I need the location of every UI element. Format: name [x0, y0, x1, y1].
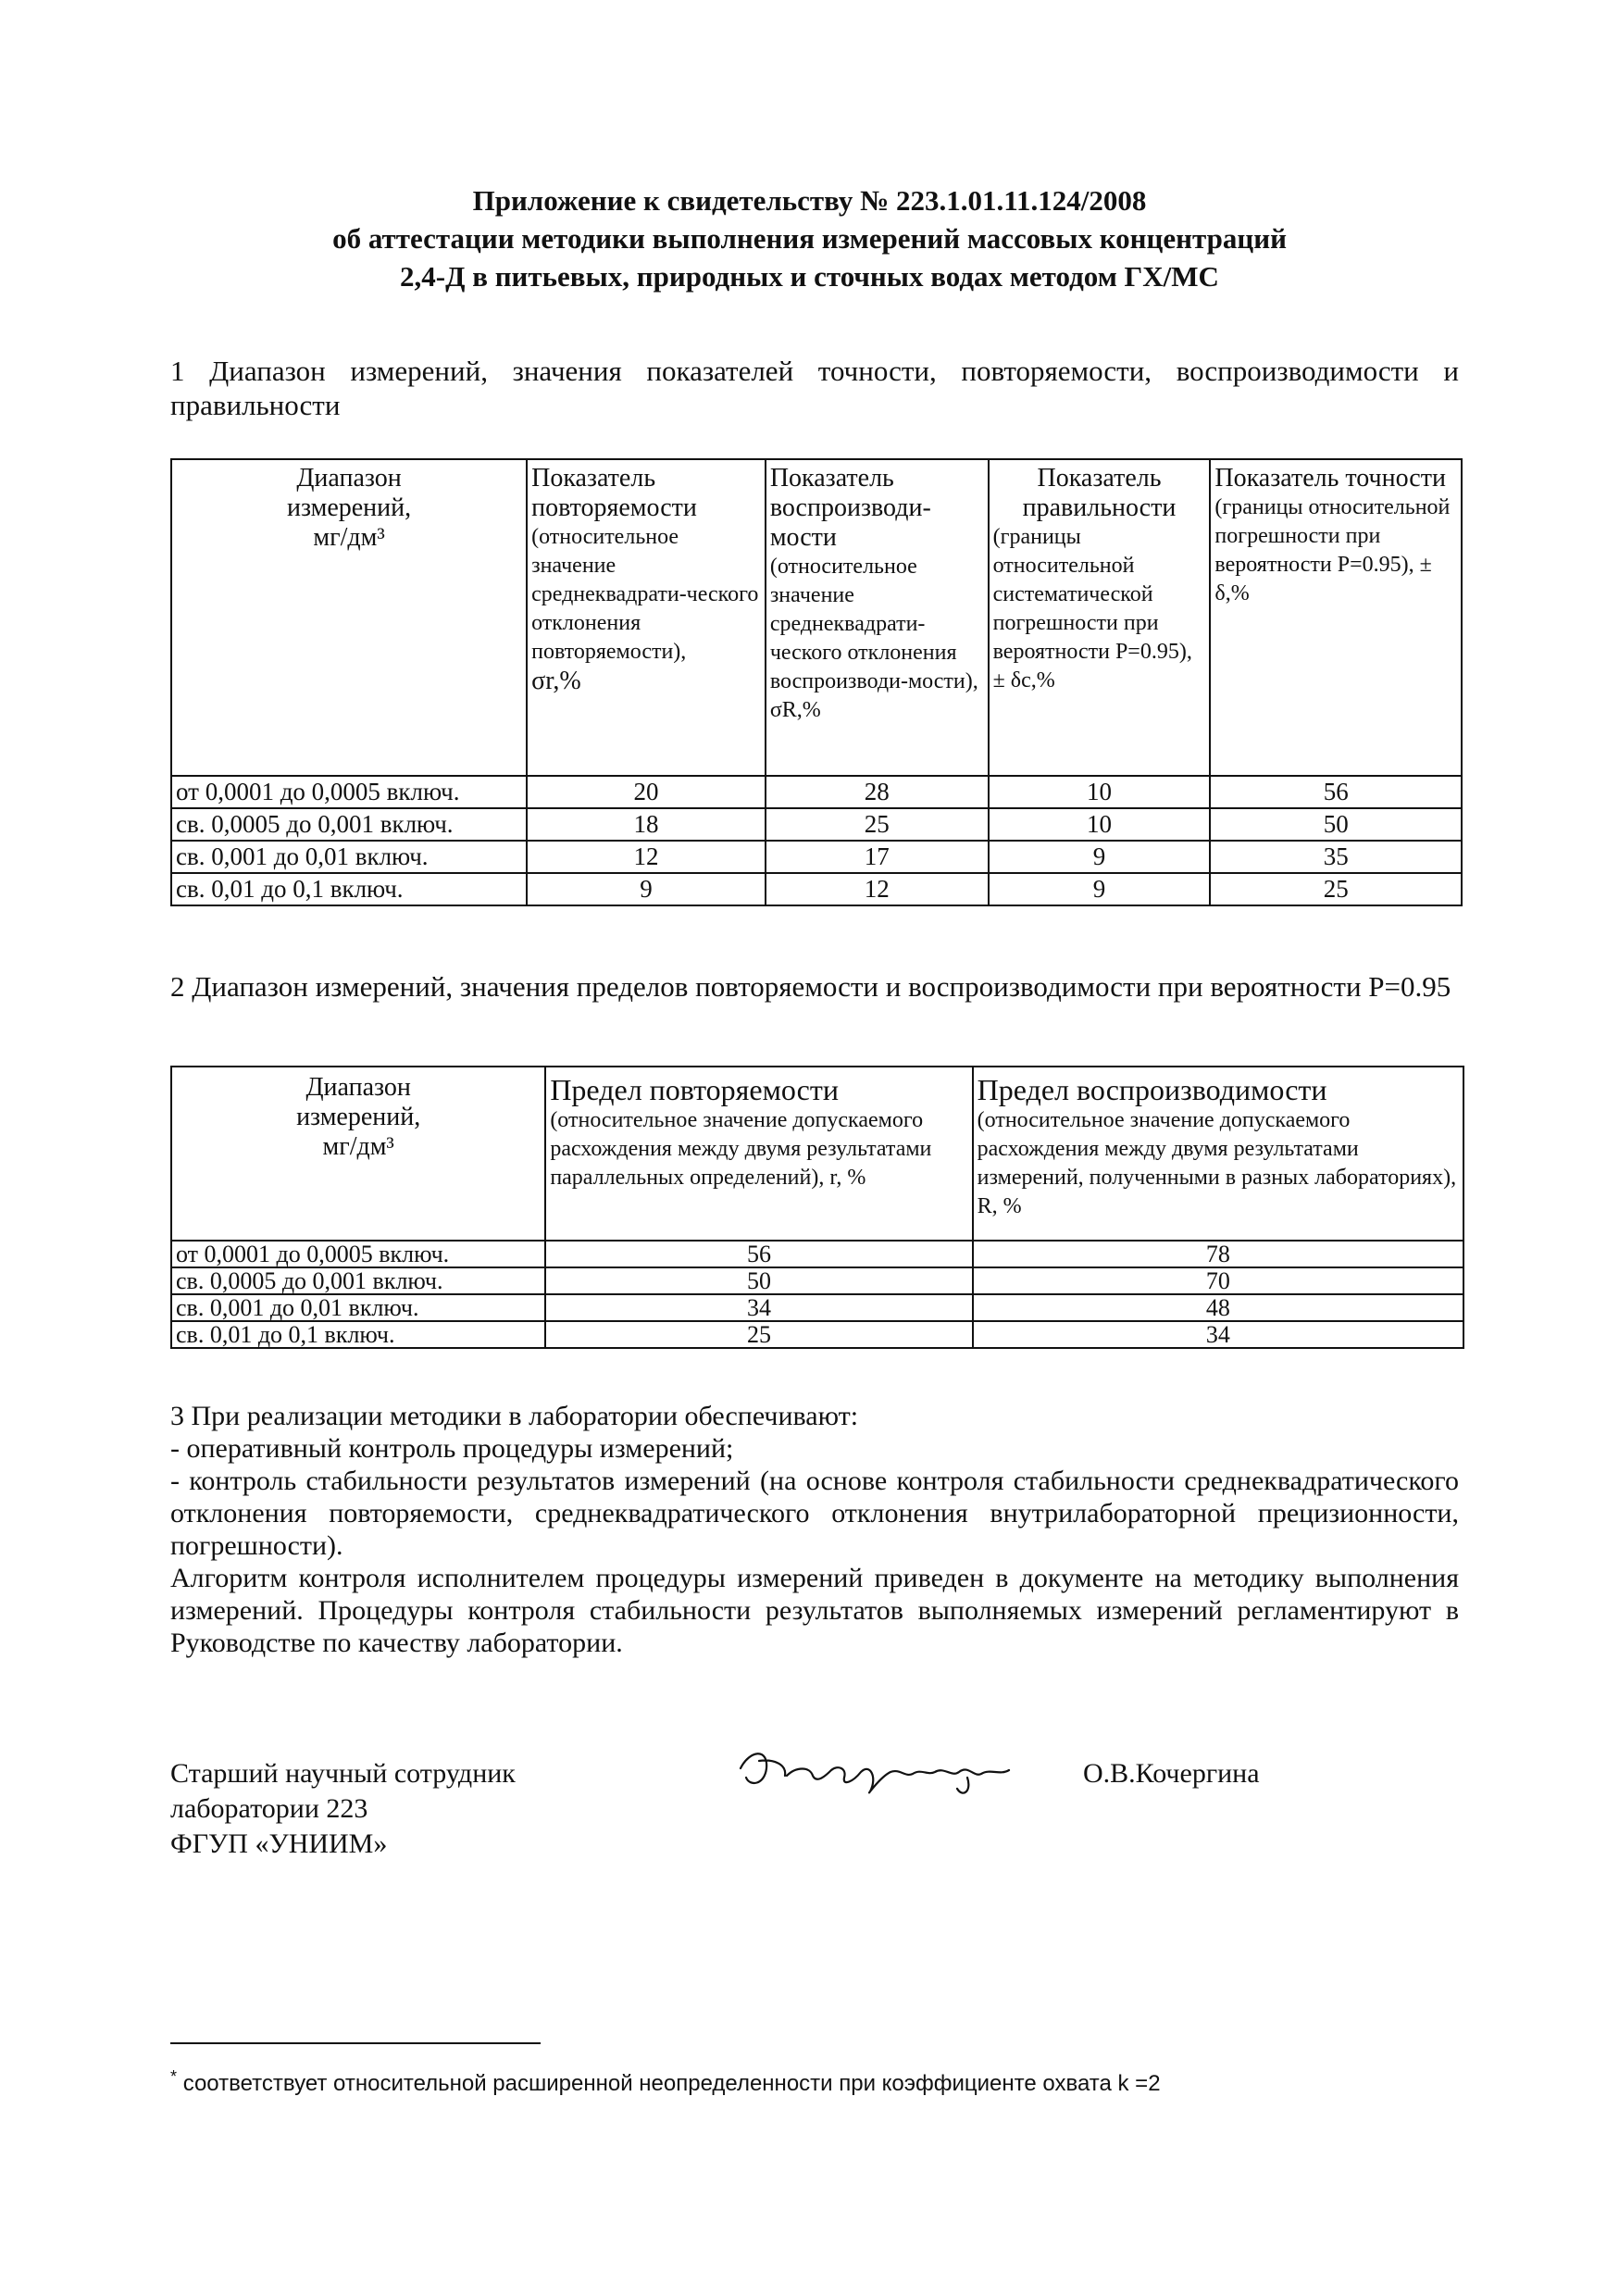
- footnote: [170, 2063, 1161, 2098]
- header-reproducibility-limit: Предел воспроизводимости (относительное значение допускаемого расхождения между двумя результатами измерений, полученными в разных лабораториях), R, %: [973, 1067, 1463, 1241]
- header-repeatability-limit: Предел повторяемости (относительное значение допускаемого расхождения между двумя результатами параллельных определений), r, %: [545, 1067, 972, 1241]
- header-range: Диапазон измерений, мг/дм³: [171, 1067, 545, 1241]
- limits-table: [170, 1066, 1464, 1349]
- table-row: св. 0,0005 до 0,001 включ. 18 25 10 50: [171, 808, 1462, 841]
- table-row: св. 0,001 до 0,01 включ. 34 48: [171, 1294, 1463, 1321]
- signer-position: Старший научный сотрудник лаборатории 223 ФГУП «УНИИМ»: [170, 1758, 516, 1859]
- header-reproducibility: Показатель воспроизводи-мости (относительное значение среднеквадрати-ческого отклонения воспроизводи-мости), σR,%: [766, 459, 989, 776]
- title-line-1: Приложение к свидетельству № 223.1.01.11.124/2008: [472, 184, 1147, 217]
- section-3-line: Алгоритм контроля исполнителем процедуры измерений приведен в документе на методику выполнения измерений. Процедуры контроля стабильности результатов выполняемых измерений регламентируют в Руководстве по качеству лаборатории.: [170, 1563, 1459, 1658]
- title-line-2: об аттестации методики выполнения измерений массовых концентраций: [332, 222, 1287, 255]
- table-row: св. 0,001 до 0,01 включ. 12 17 9 35: [171, 841, 1462, 873]
- header-repeatability: Показатель повторяемости (относительное значение среднеквадрати-ческого отклонения повторяемости), σr,%: [527, 459, 766, 776]
- section-1-heading: 1 Диапазон измерений, значения показателей точности, повторяемости, воспроизводимости и правильности: [170, 355, 1459, 421]
- header-range: Диапазон измерений, мг/дм³: [171, 459, 527, 776]
- signer-name: О.В.Кочергина: [1083, 1758, 1260, 1789]
- section-3-line: - оперативный контроль процедуры измерений;: [170, 1433, 734, 1464]
- table-header-row: [171, 1067, 1463, 1241]
- accuracy-table: [170, 458, 1463, 906]
- section-2-heading: 2 Диапазон измерений, значения пределов повторяемости и воспроизводимости при вероятности Р=0.95: [170, 970, 1451, 1003]
- table-header-row: [171, 459, 1462, 776]
- handwritten-signature: [731, 1741, 1027, 1805]
- section-3-line: 3 При реализации методики в лаборатории обеспечивают:: [170, 1401, 859, 1431]
- title-line-3: 2,4-Д в питьевых, природных и сточных водах методом ГХ/МС: [400, 260, 1219, 293]
- document-title: [0, 181, 1619, 295]
- section-3: [170, 1400, 1459, 1659]
- table-row: св. 0,01 до 0,1 включ. 25 34: [171, 1321, 1463, 1348]
- footnote-mark: *: [170, 2067, 178, 2086]
- footnote-text: соответствует относительной расширенной неопределенности при коэффициенте охвата k =2: [182, 2071, 1161, 2096]
- header-correctness: Показатель правильности (границы относительной систематической погрешности при вероятности Р=0.95), ± δс,%: [989, 459, 1211, 776]
- footnote-separator: [170, 2042, 541, 2044]
- table-row: от 0,0001 до 0,0005 включ. 56 78: [171, 1241, 1463, 1267]
- table-row: св. 0,01 до 0,1 включ. 9 12 9 25: [171, 873, 1462, 905]
- section-3-line: - контроль стабильности результатов измерений (на основе контроля стабильности среднеквадратического отклонения повторяемости, среднеквадратического отклонения внутрилабораторной прецизионности, погрешности).: [170, 1466, 1459, 1561]
- table-row: от 0,0001 до 0,0005 включ. 20 28 10 56: [171, 776, 1462, 808]
- table-row: св. 0,0005 до 0,001 включ. 50 70: [171, 1267, 1463, 1294]
- header-accuracy: Показатель точности (границы относительной погрешности при вероятности Р=0.95), ± δ,%: [1210, 459, 1462, 776]
